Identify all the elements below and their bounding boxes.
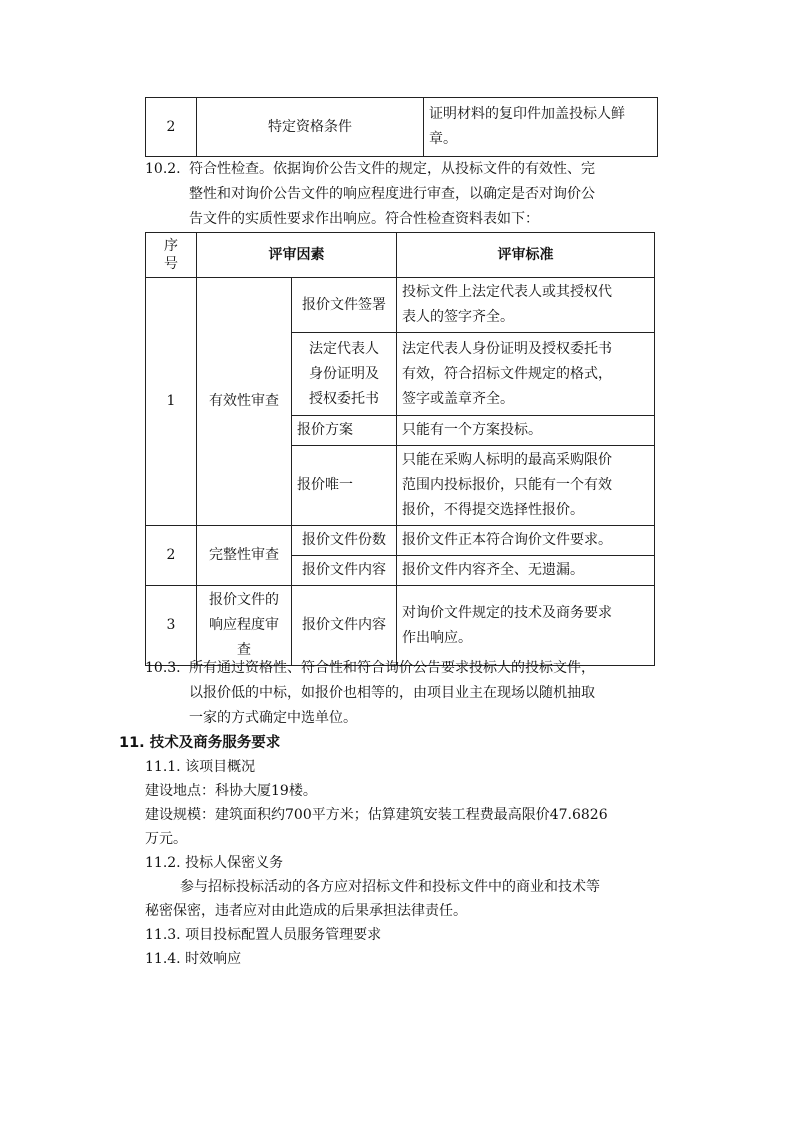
standard-text: 法定代表人身份证明及授权委托书 有效，符合招标文件规定的格式， 签字或盖章齐全。 xyxy=(397,333,655,416)
group-number: 1 xyxy=(146,278,197,526)
row-number: 2 xyxy=(146,98,197,157)
paragraph-line: 所有通过资格性、符合性和符合询价公告要求投标人的投标文件， xyxy=(189,660,595,676)
standard-text: 投标文件上法定代表人或其授权代 表人的签字齐全。 xyxy=(397,278,655,333)
standard-text: 只能在采购人标明的最高采购限价 范围内投标报价，只能有一个有效 报价，不得提交选择性报价。 xyxy=(397,446,655,526)
paragraph-line: 秘密保密，违者应对由此造成的后果承担法律责任。 xyxy=(145,903,467,919)
group-name: 有效性审查 xyxy=(197,278,292,526)
paragraph-line: 以报价低的中标，如报价也相等的，由项目业主在现场以随机抽取 xyxy=(189,685,595,701)
review-standard: 证明材料的复印件加盖投标人鲜 章。 xyxy=(424,98,658,157)
header-seq: 序 号 xyxy=(146,233,197,278)
table-row xyxy=(146,98,658,157)
paragraph-line: 符合性检查。依据询价公告文件的规定，从投标文件的有效性、完 xyxy=(189,161,595,177)
subsection-heading: 11.1. 该项目概况 xyxy=(145,759,256,775)
subsection-heading: 11.4. 时效响应 xyxy=(145,951,242,967)
standard-text: 报价文件正本符合询价文件要求。 xyxy=(397,526,655,556)
compliance-table xyxy=(145,232,655,666)
section-number: 10.2. xyxy=(145,161,181,177)
sub-factor: 报价方案 xyxy=(292,416,397,446)
sub-factor: 报价文件签署 xyxy=(292,278,397,333)
paragraph-line: 建设地点：科协大厦19楼。 xyxy=(145,783,317,799)
sub-factor: 报价文件内容 xyxy=(292,556,397,586)
sub-factor: 报价唯一 xyxy=(292,446,397,526)
standard-text: 只能有一个方案投标。 xyxy=(397,416,655,446)
standard-text: 对询价文件规定的技术及商务要求 作出响应。 xyxy=(397,586,655,666)
paragraph-line: 整性和对询价公告文件的响应程度进行审查，以确定是否对询价公 xyxy=(189,186,595,202)
group-number: 2 xyxy=(146,526,197,586)
section-number: 10.3. xyxy=(145,660,181,676)
subsection-heading: 11.3. 项目投标配置人员服务管理要求 xyxy=(145,927,382,943)
sub-factor: 报价文件内容 xyxy=(292,586,397,666)
header-factor: 评审因素 xyxy=(197,233,397,278)
paragraph-line: 建设规模：建筑面积约700平方米；估算建筑安装工程费最高限价47.6826 xyxy=(145,807,608,823)
paragraph-line: 告文件的实质性要求作出响应。符合性检查资料表如下： xyxy=(189,211,539,227)
section-heading: 11. 技术及商务服务要求 xyxy=(119,735,281,751)
sub-factor: 报价文件份数 xyxy=(292,526,397,556)
paragraph-line: 万元。 xyxy=(145,831,187,847)
review-factor: 特定资格条件 xyxy=(197,98,424,157)
paragraph-line: 一家的方式确定中选单位。 xyxy=(189,710,357,726)
subsection-heading: 11.2. 投标人保密义务 xyxy=(145,855,284,871)
group-name: 完整性审查 xyxy=(197,526,292,586)
table-row xyxy=(146,278,655,333)
sub-factor: 法定代表人 身份证明及 授权委托书 xyxy=(292,333,397,416)
header-standard: 评审标准 xyxy=(397,233,655,278)
table-row xyxy=(146,586,655,666)
group-number: 3 xyxy=(146,586,197,666)
standard-text: 报价文件内容齐全、无遗漏。 xyxy=(397,556,655,586)
table-row xyxy=(146,526,655,556)
paragraph-line: 参与招标投标活动的各方应对招标文件和投标文件中的商业和技术等 xyxy=(180,879,600,895)
qualification-table xyxy=(145,97,658,157)
table-header-row xyxy=(146,233,655,278)
group-name: 报价文件的 响应程度审 查 xyxy=(197,586,292,666)
